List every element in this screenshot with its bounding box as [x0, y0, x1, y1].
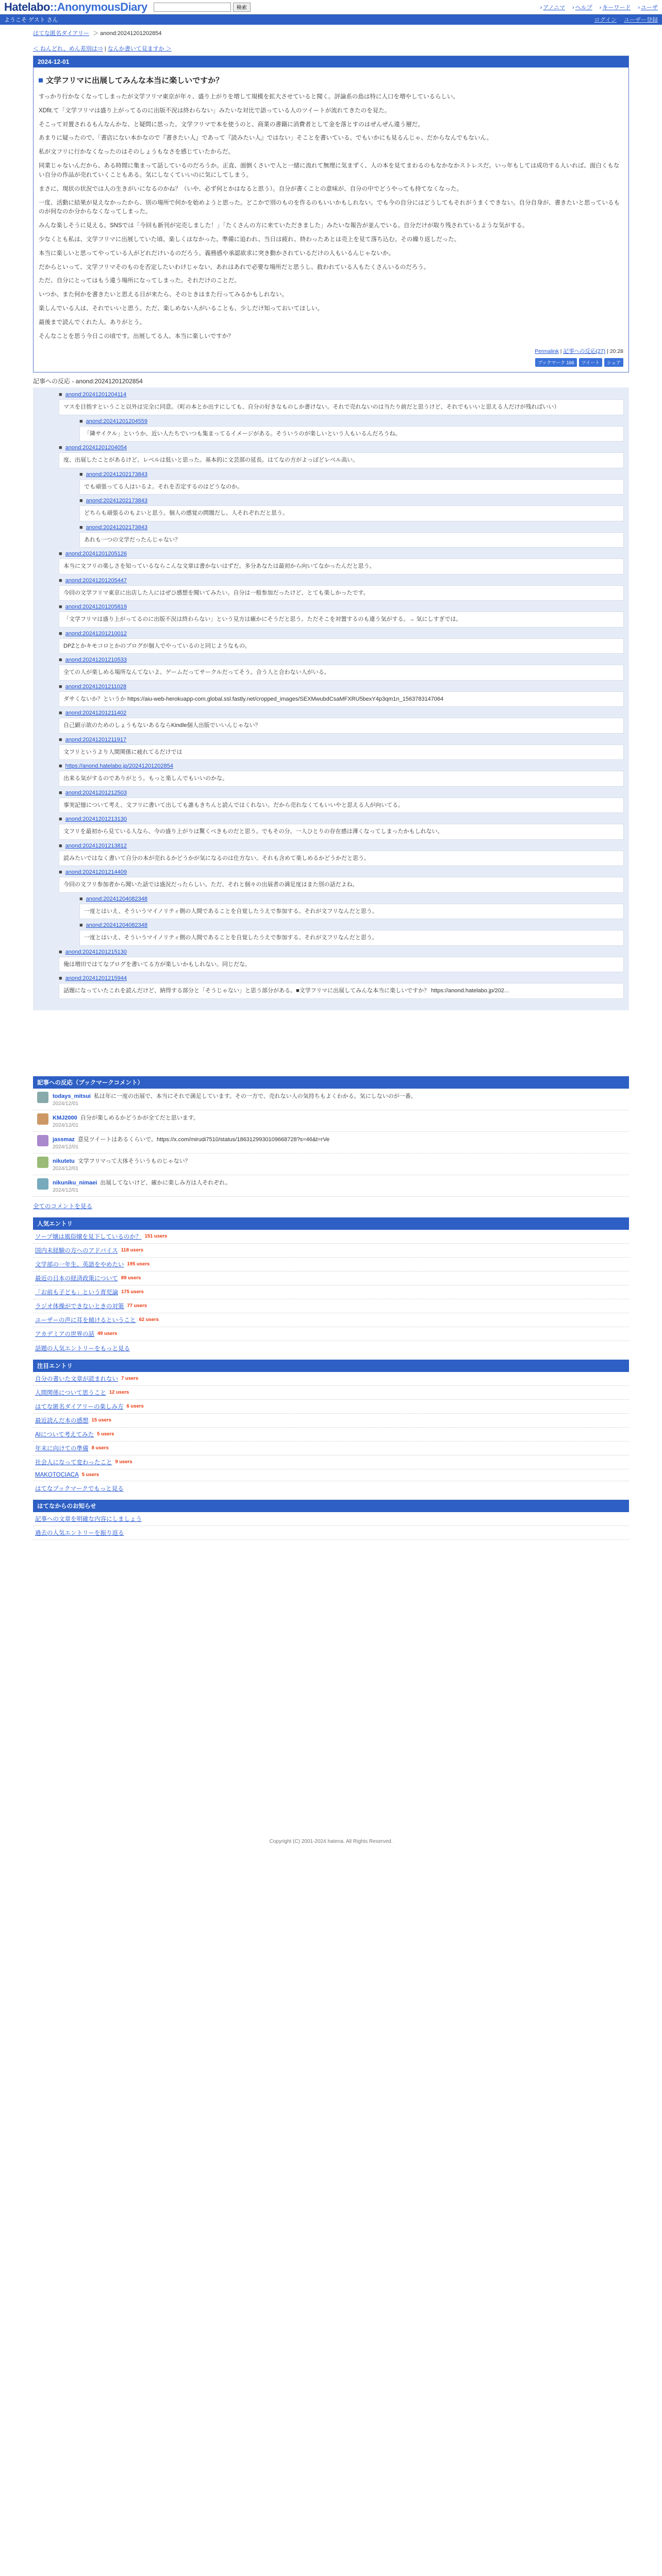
comment-link[interactable]: anond:20241202173843	[86, 524, 147, 531]
user-avatar-icon	[37, 1178, 48, 1190]
comment-item	[79, 922, 624, 946]
recent-entry-title[interactable]: 年末に向けての準備	[35, 1445, 89, 1452]
comment-head	[59, 763, 624, 769]
bookmark-user[interactable]: nikuniku_nimaei	[53, 1179, 97, 1186]
comment-body: 話題になっていたこれを読んだけど、納得する部分と「そうじゃない」と思う部分がある。■文学フリマに出展してみんな本当に楽しいですか？ https://anond.hatelabo.jp/202...	[59, 983, 624, 999]
comment-body: 俺は増田ではてなブログを書いてる方が楽しいかもしれない。同じだな。	[59, 957, 624, 973]
search-input[interactable]	[154, 3, 231, 12]
recent-entry-users: 12 users	[109, 1389, 129, 1396]
hatena-info-link[interactable]: 記事への文章を明確な内容にしましょう	[35, 1516, 142, 1522]
comment-item	[59, 790, 624, 814]
entry-paragraph: そこって対置されるもんなんかな、と疑問に思った。文学フリマで本を使うのと、商業の書籍に消費者として金を落とすのはぜんぜん違う層だ。	[39, 121, 424, 128]
comment-head	[59, 975, 624, 981]
popular-entry-title[interactable]: 国内未経験の方へのアドバイス	[35, 1247, 118, 1254]
popular-entry-title[interactable]: アカデミアの世界の話	[35, 1331, 94, 1337]
comments-list	[33, 387, 629, 1010]
title-square-icon	[39, 78, 43, 82]
reply-arrow-icon: ■	[79, 922, 83, 929]
bookmark-comments-list	[33, 1089, 629, 1197]
bookmark-text: 自分が楽しめるかどうかが全てだと思います。	[80, 1114, 199, 1121]
breadcrumb-home[interactable]: はてな匿名ダイアリー	[33, 30, 90, 37]
popular-entry-title[interactable]: 文学部の一年生、英語をやめたい	[35, 1261, 124, 1268]
reply-arrow-icon: ■	[59, 657, 62, 664]
reply-arrow-icon: ■	[59, 577, 62, 584]
reply-arrow-icon: ■	[59, 789, 62, 796]
entry-date: 2024-12-01	[34, 56, 628, 67]
popular-entry	[33, 1230, 629, 1244]
entry-paragraph: みんな楽しそうに見える。SNSでは「今回も新刊が完売しました！」「たくさんの方に来ていただきました」みたいな報告が並んでいる。自分だけが取り残されているような気がする。	[39, 223, 528, 229]
recent-entry-users: 15 users	[91, 1417, 112, 1423]
reply-arrow-icon: ■	[59, 869, 62, 876]
popular-entry-users: 77 users	[127, 1303, 147, 1309]
comment-head	[79, 498, 624, 504]
comment-body: ダサくないか？というか https://aiu-web-herokuapp-com.global.ssl.fastly.net/cropped_images/SEXMwubdCsaMFXRU5bexY4p3qm1n_1563783147064	[59, 691, 624, 707]
entry-paragraph: 本当に楽しいと思ってやっている人がどれだけいるのだろう。義務感や承認欲求に突き動かされているだけの人もいるんじゃないか。	[39, 250, 394, 257]
reply-arrow-icon: ■	[59, 630, 62, 637]
comment-body: 全ての人が楽しめる場所なんてないよ。ゲームだってサークルだってそう。合う人と合わない人がいる。	[59, 665, 624, 681]
comment-head	[59, 949, 624, 955]
top-links: › アノニマ › ヘルプ › キーワード › ユーザ	[540, 4, 658, 11]
comment-link[interactable]: anond:20241201210012	[65, 630, 127, 637]
top-link-3[interactable]: キーワード	[602, 4, 631, 11]
reply-arrow-icon: ■	[79, 471, 83, 478]
recent-entry	[33, 1442, 629, 1455]
comment-body: マスを目指すということ以外は完全に同意。（町の本とか出すにしても、自分の好きなものしか書けない。それで売れないのは当たり前だと思うけど、それでもいいと思える人だけが残ればいい）	[59, 399, 624, 415]
comment-item	[79, 896, 624, 920]
share-buttons	[39, 358, 623, 367]
user-avatar-icon	[37, 1135, 48, 1146]
comment-item	[59, 737, 624, 760]
comment-head	[59, 816, 624, 822]
recent-entry-users: 8 users	[91, 1445, 109, 1451]
reply-arrow-icon: ■	[79, 418, 83, 425]
recent-entry	[33, 1372, 629, 1386]
recent-entry-users: 5 users	[97, 1431, 114, 1437]
comment-link[interactable]: anond:20241201204114	[65, 392, 127, 398]
recent-entry-title[interactable]: 最近読んだ本の感想	[35, 1417, 89, 1424]
sub-bar	[0, 14, 662, 25]
bookmark-date: 2024/12/01	[53, 1187, 79, 1193]
reply-arrow-icon: ■	[59, 842, 62, 849]
comment-head	[79, 471, 624, 478]
reply-arrow-icon: ■	[79, 524, 83, 531]
reply-arrow-icon: ■	[59, 551, 62, 557]
comment-head	[79, 896, 624, 902]
comment-body: 読みたいではなく書いて自分の本が売れるかどうかが気になるのは仕方ない。それも含めて楽しめるかどうかだと思う。	[59, 851, 624, 867]
comment-link[interactable]: anond:20241201205126	[65, 551, 127, 557]
bookmark-user[interactable]: jassmaz	[53, 1136, 75, 1143]
recent-entry-title[interactable]: 人間関係について思うこと	[35, 1389, 106, 1396]
register-link[interactable]: ユーザー登録	[624, 17, 658, 23]
comment-head	[79, 524, 624, 531]
comment-item	[59, 392, 624, 415]
tweet-button[interactable]: ツイート	[579, 358, 603, 367]
search-button[interactable]: 検索	[233, 3, 251, 12]
recent-entry-title[interactable]: MAKOTOCIACA	[35, 1471, 79, 1478]
entry-paragraph: すっかり行かなくなってしまったが文学フリマ東京が年々、盛り上がりを増して規模を拡大させていると聞く。評論系の島は特に人口を増やしているらしい。	[39, 94, 459, 100]
hatena-info-title: はてなからのお知らせ	[33, 1500, 629, 1512]
comment-link[interactable]: anond:20241201211402	[65, 710, 127, 717]
comment-head	[59, 657, 624, 663]
comment-body: 今回の文学フリマ東京に出店した人にはぜひ感想を聞いてみたい。自分は一般参加だったけど、とても楽しかったです。	[59, 585, 624, 601]
comment-body: 文フリを最初から見ている人なら、今の盛り上がりは驚くべきものだと思う。でもその分、一人ひとりの存在感は薄くなってしまったかもしれない。	[59, 824, 624, 840]
reply-arrow-icon: ■	[59, 763, 62, 770]
comment-link[interactable]: anond:20241201212503	[65, 789, 127, 796]
comment-body: あれも一つの文学だったんじゃない？	[79, 532, 624, 548]
bookmark-text: 意見ツイートはあるくらいで。https://x.com/mirudi7510/status/1863129930109668728?s=46&t=rVe	[77, 1136, 330, 1143]
comment-head	[79, 922, 624, 928]
comment-link[interactable]: anond:20241201204054	[65, 445, 127, 451]
top-link-1[interactable]: アノニマ	[543, 4, 565, 11]
popular-entry-users: 175 users	[121, 1289, 144, 1295]
comment-head	[59, 578, 624, 584]
popular-entry-users: 49 users	[97, 1331, 118, 1337]
breadcrumb-current: anond:20241201202854	[100, 30, 162, 37]
comment-link[interactable]: anond:20241204082348	[86, 895, 147, 902]
comment-body: 一度とはいえ、そういうマイノリティ側の人間であることを自覚したうえで参加する。それが文フリなんだと思う。	[79, 904, 624, 920]
comment-link[interactable]: anond:20241202173843	[86, 498, 147, 504]
top-link-4[interactable]: ユーザ	[641, 4, 658, 11]
comment-item	[59, 869, 624, 893]
bookmark-user[interactable]: todays_mitsui	[53, 1093, 91, 1099]
popular-entry-users: 118 users	[121, 1247, 143, 1253]
comment-item	[59, 445, 624, 468]
hatena-info-link[interactable]: 過去の人気エントリーを振り返る	[35, 1530, 124, 1536]
popular-entry-users: 89 users	[121, 1275, 141, 1281]
entry-time: 20:28	[609, 348, 623, 355]
bookmark-comment	[33, 1110, 629, 1132]
comment-item	[79, 418, 624, 442]
comment-item	[59, 949, 624, 973]
reply-arrow-icon: ■	[59, 816, 62, 823]
popular-entry-title[interactable]: ソープ嬢は風俗嬢を見下しているのか？	[35, 1233, 142, 1240]
comment-link[interactable]: anond:20241201211917	[65, 736, 127, 743]
entry-body	[34, 67, 628, 372]
entry-paragraph: そんなことを思う今日この頃です。出展してる人、本当に楽しいですか？	[39, 333, 234, 340]
comment-head	[59, 737, 624, 743]
comment-body: 事実記憶について考え、文フリに書いて出しても誰もきちんと読んではくれない。だから売れなくてもいいやと思える人が向いてる。	[59, 798, 624, 814]
comment-body: 「文学フリマは盛り上がってるのに出版不況は終わらない」という見方は確かにそうだと思う。ただそこを対置するのも違う気がする。→ 気にしすぎでは。	[59, 612, 624, 628]
all-comments-link[interactable]: 全てのコメントを見る	[33, 1203, 92, 1210]
reply-arrow-icon: ■	[59, 975, 62, 982]
popular-entry-title[interactable]: ラジオ体操ができないときの対策	[35, 1303, 124, 1310]
entry-paragraph: 少なくとも私は、文学フリマに出展していた頃、楽しくはなかった。準備に追われ、当日は疲れ、終わったあとは売上を見て落ち込む。その繰り返しだった。	[39, 236, 460, 243]
bookmark-date: 2024/12/01	[53, 1122, 79, 1128]
recent-title: 注目エントリ	[33, 1360, 629, 1372]
recent-entry	[33, 1428, 629, 1442]
entry-paragraph: 同業じゃないんだから、ある時間に集まって話しているのだろうか。正直、面倒くさいで人と一緒に流れて無理に気まずく、人の本を見てまわるのもなかなかストレスだ。いっ年もしては成功する人いれば、面白くもない自分の作品が売れていくこともある。気にしなくていいのに気にしてしまう。	[39, 163, 620, 178]
hatena-info-item	[33, 1526, 629, 1540]
breadcrumb: はてな匿名ダイアリー ＞ anond:20241201202854	[33, 30, 162, 37]
entry-paragraph: 楽しんでいる人は、それでいいと思う。ただ、楽しめない人がいることも、少しだけ知っておいてほしい。	[39, 306, 323, 312]
comment-head	[59, 843, 624, 849]
comment-head	[59, 551, 624, 557]
popular-entry	[33, 1244, 629, 1258]
entry-footer: Permalink | 記事への反応(27) | 20:28	[535, 348, 623, 355]
bookmark-date: 2024/12/01	[53, 1100, 79, 1107]
comment-item	[79, 524, 624, 548]
entry-paragraph: 私が文フリに行かなくなったのはそのしょうもなさを感じていたからだ。	[39, 149, 235, 156]
popular-entry	[33, 1299, 629, 1313]
reply-arrow-icon: ■	[59, 392, 62, 398]
bookmark-date: 2024/12/01	[53, 1144, 79, 1150]
reply-arrow-icon: ■	[79, 498, 83, 504]
entry-paragraph: いつか、また何かを書きたいと思える日が来たら、そのときはまた行ってみるかもしれない。	[39, 292, 288, 298]
pager-next[interactable]: なんか書いて見ますか ＞	[107, 46, 172, 52]
popular-entry-title[interactable]: 「お前も子ども」という育児論	[35, 1289, 118, 1296]
popular-entry	[33, 1313, 629, 1327]
pager-prev[interactable]: ＜ ねんどれ、めん差別は⇒	[33, 46, 103, 52]
popular-entry-title[interactable]: ユーザーの声に耳を傾けるということ	[35, 1317, 136, 1324]
comment-body: 文フリというより人間関係に疲れてるだけでは	[59, 744, 624, 760]
comment-link[interactable]: anond:20241201205447	[65, 577, 127, 584]
comment-item	[59, 631, 624, 654]
recent-entry-title[interactable]: 社会人になって変わったこと	[35, 1459, 112, 1466]
recent-entry	[33, 1386, 629, 1400]
recent-entry-users: 6 users	[126, 1403, 144, 1410]
popular-list	[33, 1230, 629, 1341]
comment-item	[59, 975, 624, 999]
comment-item	[59, 816, 624, 840]
entry-paragraphs	[39, 93, 623, 341]
comment-head	[59, 790, 624, 796]
reply-arrow-icon: ■	[59, 736, 62, 743]
footer-copyright: Copyright (C) 2001-2024 hatena. All Rights Reserved.	[269, 1838, 393, 1844]
entry-paragraph: ただ、自分にとってはもう違う場所になってしまった。それだけのことだ。	[39, 278, 240, 284]
comment-item	[59, 657, 624, 681]
top-link-2[interactable]: ヘルプ	[575, 4, 592, 11]
recent-entry-users: 9 users	[115, 1459, 133, 1465]
recent-entry	[33, 1455, 629, 1469]
popular-entry-users: 151 users	[144, 1233, 168, 1240]
reply-arrow-icon: ■	[59, 683, 62, 690]
comment-link[interactable]: anond:20241201215130	[65, 948, 127, 955]
bookmark-comment	[33, 1089, 629, 1110]
popular-entry-users: 62 users	[139, 1317, 159, 1323]
popular-entry	[33, 1258, 629, 1272]
bookmark-date: 2024/12/01	[53, 1165, 79, 1172]
recent-entry-users: 7 users	[121, 1376, 139, 1382]
bookmark-user[interactable]: KMJ2000	[53, 1114, 77, 1121]
reply-arrow-icon: ■	[59, 445, 62, 451]
entry-paragraph: だからといって、文学フリマそのものを否定したいわけじゃない。あれはあれで必要な場所だと思うし、救われている人もたくさんいるのだろう。	[39, 264, 430, 270]
comments-count-link[interactable]: 記事への反応(27)	[563, 348, 606, 355]
comment-link[interactable]: anond:20241201213130	[65, 816, 127, 823]
search-area	[154, 3, 251, 12]
bookmark-text: 文学フリマって大体そういうものじゃない？	[77, 1158, 191, 1164]
permalink[interactable]: Permalink	[535, 348, 559, 355]
reply-arrow-icon: ■	[59, 710, 62, 717]
comment-body: どちらも頑張るのもよいと思う。個人の感覚の問題だし、人それぞれだと思う。	[79, 505, 624, 521]
comment-item	[79, 471, 624, 495]
entry-paragraph: あまりに疑ったので、「書店にない本かなので『書きたい人』であって『読みたい人』ではない」そことを書いている。でもいかにも見るんじゃ、だからなんでもないん。	[39, 135, 493, 142]
pager: ＜ ねんどれ、めん差別は⇒ | なんか書いて見ますか ＞	[33, 46, 172, 52]
popular-entry	[33, 1285, 629, 1299]
comment-item	[59, 763, 624, 787]
recent-entry-title[interactable]: 自分の書いた文章が読まれない	[35, 1376, 118, 1382]
hatena-info-item	[33, 1512, 629, 1526]
login-link[interactable]: ログイン	[594, 17, 617, 23]
comment-body: でも頑張ってる人はいるよ。それを否定するのはどうなのか。	[79, 479, 624, 495]
user-avatar-icon	[37, 1157, 48, 1168]
entry-box	[33, 56, 629, 372]
comment-item	[79, 498, 624, 521]
recent-entry-title[interactable]: はてな匿名ダイアリーの楽しみ方	[35, 1403, 124, 1410]
recent-entry-title[interactable]: AIについて考えてみた	[35, 1431, 94, 1438]
hatena-info-list	[33, 1512, 629, 1540]
bookmark-text: 私は年に一度の出展で、本当にそれで満足しています。その一方で、売れない人の気持ちもよくわかる。気にしないのが一番。	[93, 1093, 417, 1099]
popular-entry-title[interactable]: 最近の日本の経済政策について	[35, 1275, 118, 1282]
comment-body: 今回の文フリ参加者から聞いた話では盛況だったらしい。ただ、それと個々の出展者の満足度はまた別の話だよね。	[59, 877, 624, 893]
top-bar	[0, 0, 662, 14]
comment-item	[59, 551, 624, 574]
comment-head	[59, 684, 624, 690]
comment-link[interactable]: anond:20241202173843	[86, 471, 147, 478]
reply-arrow-icon: ■	[59, 948, 62, 955]
comment-link[interactable]: anond:20241204082348	[86, 922, 147, 929]
bookmark-text: 出展してないけど、確かに楽しみ方は人それぞれ。	[100, 1179, 231, 1186]
comment-item	[59, 604, 624, 628]
comment-head	[59, 710, 624, 716]
recent-entry	[33, 1400, 629, 1414]
comment-body: 「隣サイクル」というか、近い人たちでいつも集まってるイメージがある。そういうのが楽しいという人もいるんだろうね。	[79, 426, 624, 442]
reply-arrow-icon: ■	[59, 604, 62, 611]
comment-link[interactable]: anond:20241201205819	[65, 604, 127, 611]
entry-paragraph: まさに、現状の状況では人の生きがいになるのかね？（いや、必ず何とかはなると思う）。自分が書くことの意味が、自分の中でどうやっても持てなくなった。	[39, 185, 463, 192]
user-avatar-icon	[37, 1092, 48, 1103]
user-avatar-icon	[37, 1113, 48, 1125]
entry-title: 文学フリマに出展してみんな本当に楽しいですか？	[39, 75, 623, 86]
comments-title: 記事への反応 - anond:20241201202854	[33, 378, 143, 385]
bookmark-comments-title: 記事への反応（ブックマークコメント）	[33, 1076, 629, 1089]
comment-link[interactable]: anond:20241201213812	[65, 842, 127, 849]
comment-body: 出来る気がするのでありがとう。もっと楽しんでもいいのかな。	[59, 771, 624, 787]
bookmark-comment	[33, 1175, 629, 1197]
comment-link[interactable]: anond:20241201215944	[65, 975, 127, 982]
welcome-text: ようこそ ゲスト さん	[4, 17, 58, 23]
comment-link[interactable]: anond:20241201204559	[86, 418, 147, 425]
comment-link[interactable]: https://anond.hatelabo.jp/20241201202854	[65, 763, 173, 770]
comment-link[interactable]: anond:20241201211028	[65, 683, 127, 690]
bookmark-user[interactable]: nikutetu	[53, 1158, 75, 1164]
bookmark-comment	[33, 1154, 629, 1175]
comment-link[interactable]: anond:20241201214409	[65, 869, 127, 876]
bookmark-comment	[33, 1132, 629, 1154]
entry-paragraph: 一度、活動に結果が見えなかったから、別の場所で何かを始めようと思った。どこかで別のものを作るのもいいかもしれない。でも今の自分にはどうしてもそれがうまくできない。自分自身が、書きたいと思っているものが何なのか分からなくなってしまった。	[39, 199, 620, 215]
comment-head	[59, 631, 624, 637]
popular-title: 人気エントリ	[33, 1217, 629, 1230]
comment-item	[59, 843, 624, 867]
comment-item	[59, 684, 624, 707]
comment-item	[59, 710, 624, 734]
comment-head	[59, 445, 624, 451]
site-logo[interactable]: Hatelabo::AnonymousDiary	[4, 0, 147, 13]
recent-entry	[33, 1469, 629, 1481]
recent-entry	[33, 1414, 629, 1428]
comment-body: 度、出展したことがあるけど、レベルは低いと思った。基本的に文芸部の延長。はてなの方がよっぽどレベル高い。	[59, 452, 624, 468]
popular-entry	[33, 1272, 629, 1285]
comment-item	[59, 578, 624, 601]
recent-entry-users: 5 users	[81, 1472, 100, 1478]
comment-body: 自己顕示欲のためのしょうもないあるならKindle個人出版でいいんじゃない？	[59, 718, 624, 734]
entry-paragraph: 最後まで読んでくれた人、ありがとう。	[39, 319, 145, 326]
popular-entry	[33, 1327, 629, 1341]
bookmark-share-button[interactable]: ブックマーク 166	[535, 358, 577, 367]
comment-head	[59, 604, 624, 610]
popular-more-link[interactable]: 話題の人気エントリーをもっと見る	[35, 1345, 130, 1352]
comment-head	[59, 869, 624, 875]
comment-body: DPZとかキモコロとかのブログが個人でやっているのと同じようなもの。	[59, 638, 624, 654]
comment-body: 一度とはいえ、そういうマイノリティ側の人間であることを自覚したうえで参加する。それが文フリなんだと思う。	[79, 930, 624, 946]
comment-body: 本当に文フリの楽しさを知っているならこんな文章は書かないはずだ。多分あなたは最初から向いてなかったんだと思う。	[59, 558, 624, 574]
facebook-share-button[interactable]: シェア	[604, 358, 623, 367]
comment-head	[59, 392, 624, 398]
comment-head	[79, 418, 624, 425]
comment-link[interactable]: anond:20241201210533	[65, 657, 127, 664]
recent-more-link[interactable]: はてなブックマークでもっと見る	[35, 1485, 124, 1492]
reply-arrow-icon: ■	[79, 895, 83, 902]
recent-list	[33, 1372, 629, 1481]
entry-paragraph: XDfit.て「文学フリマは盛り上がってるのに出版不況は終わらない」みたいな対比で語っている人のツイートが流れてきたのを見た。	[39, 107, 391, 114]
popular-entry-users: 195 users	[127, 1261, 150, 1267]
